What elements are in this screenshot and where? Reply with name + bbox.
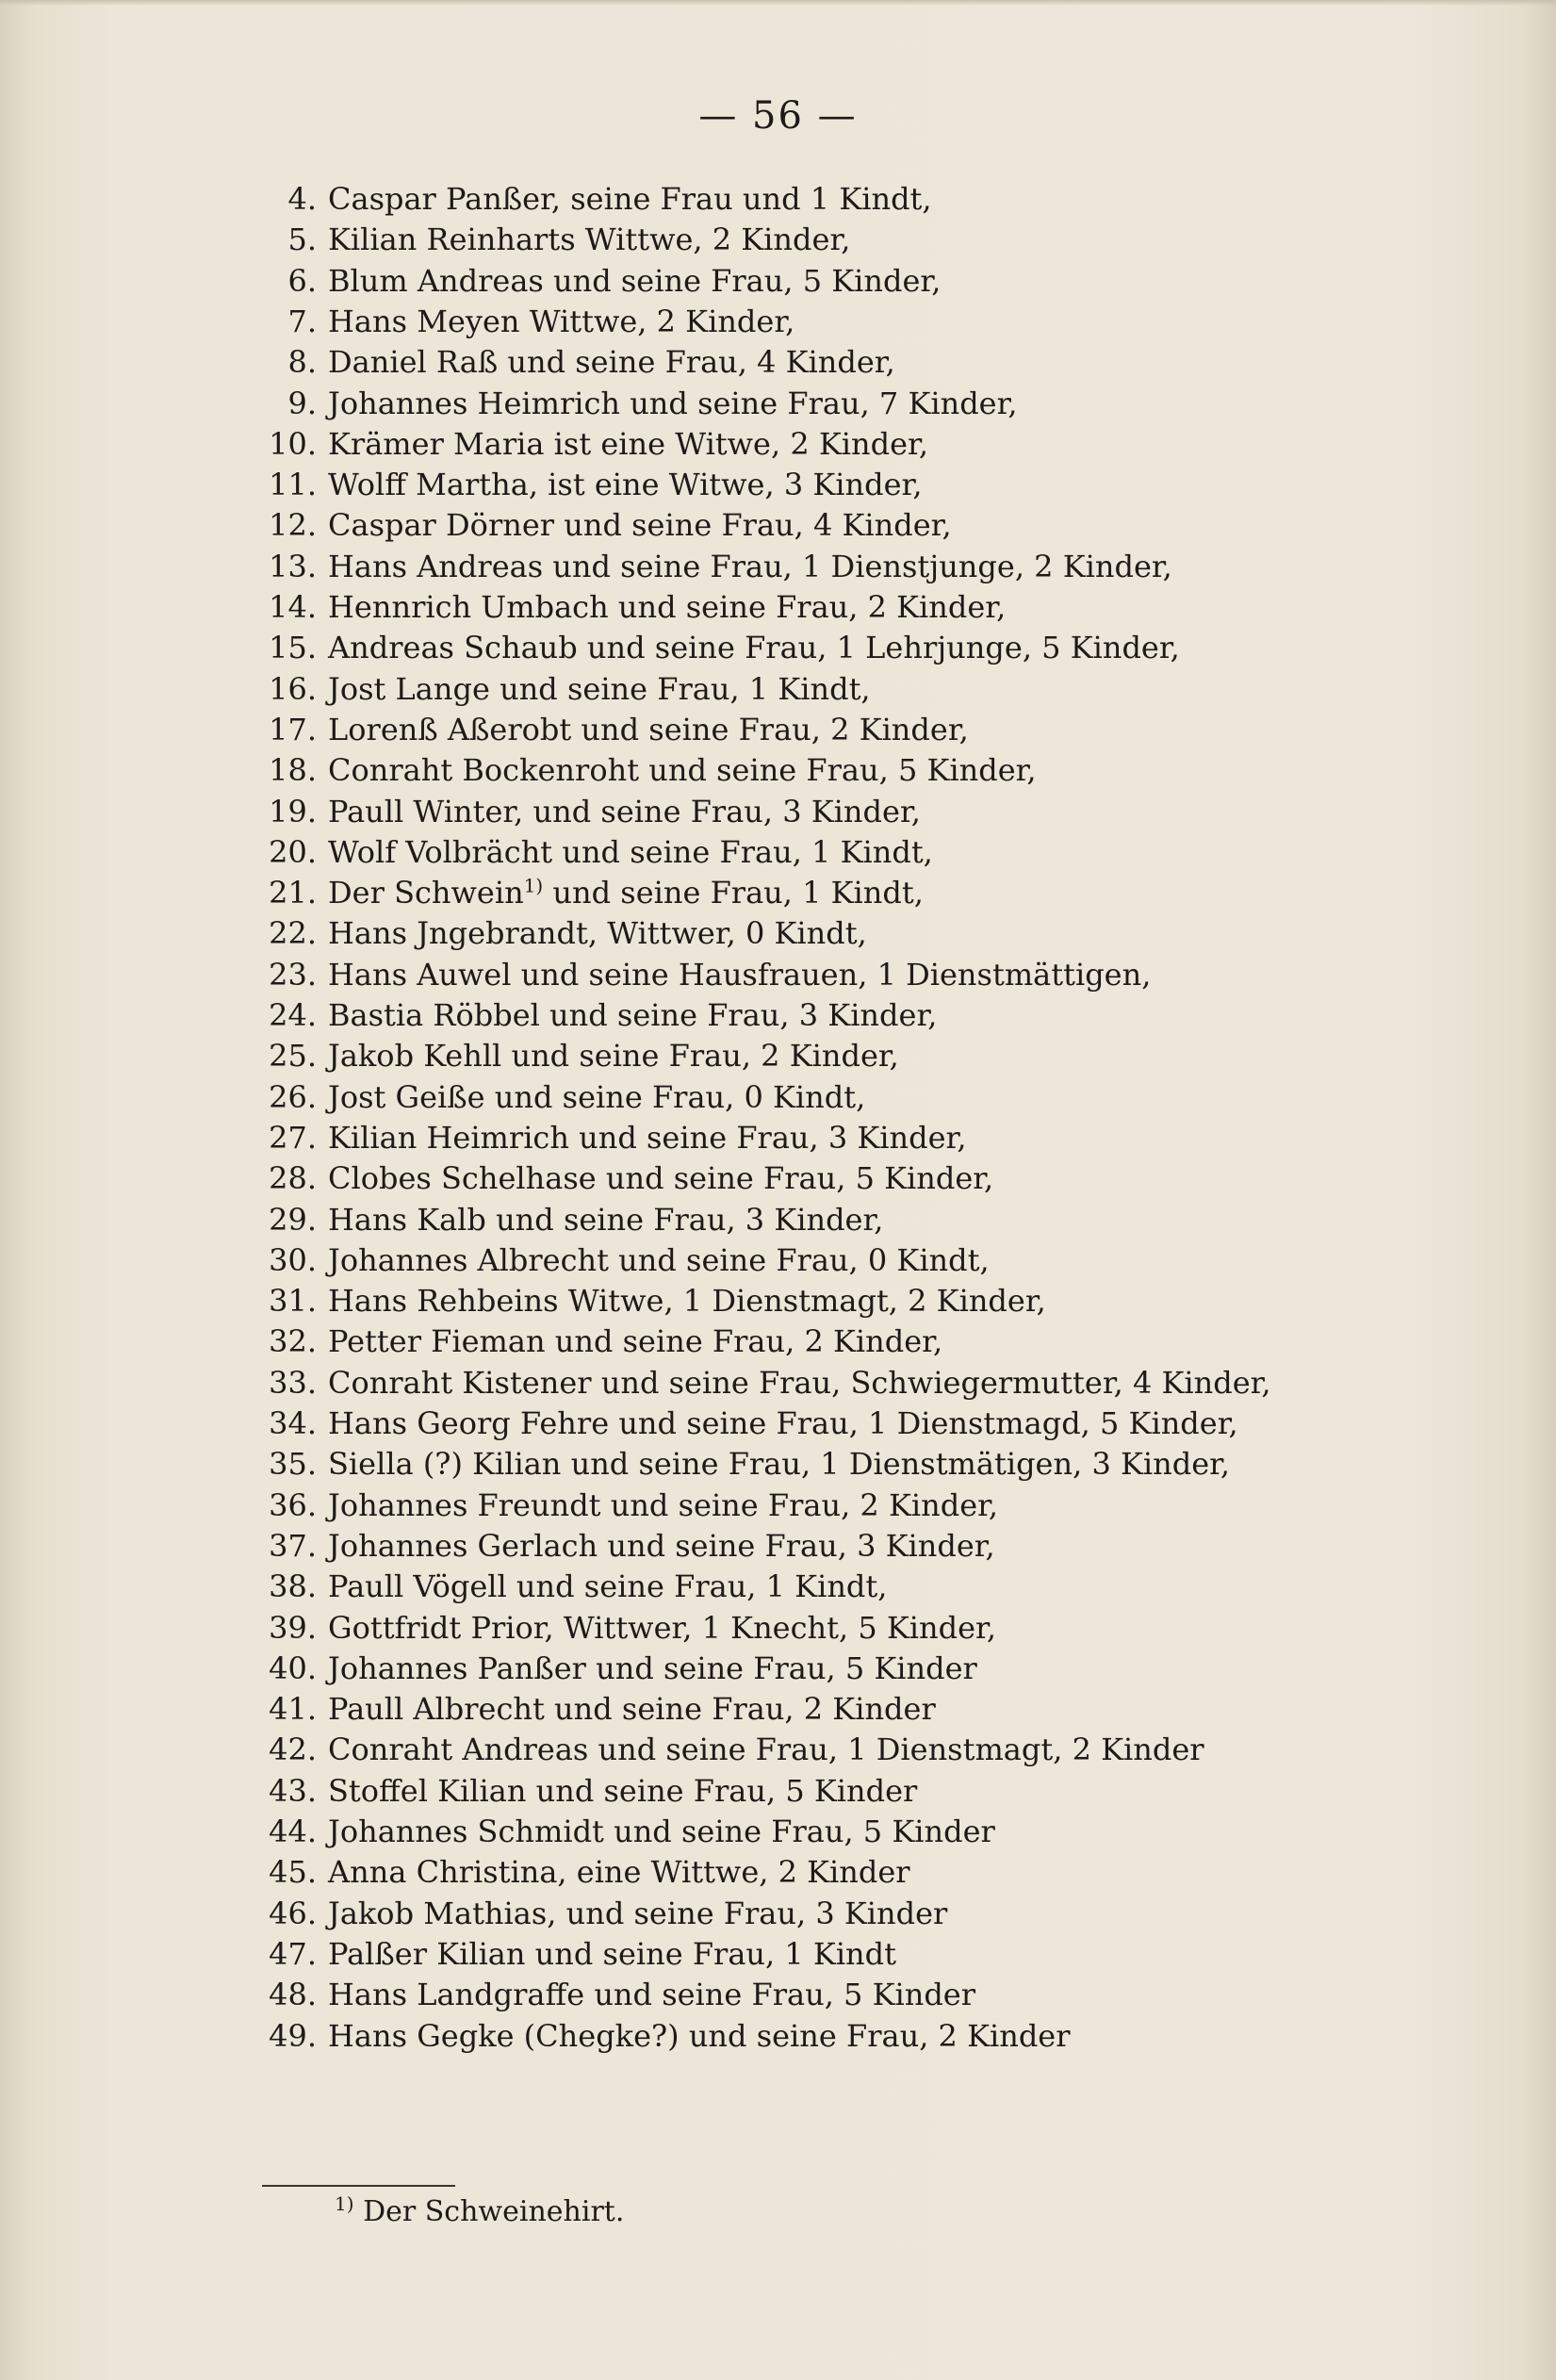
- entry-number: 11.: [269, 467, 317, 503]
- list-item: [0, 1198, 1556, 1241]
- entry-text-main: Daniel Raß und seine Frau, 4 Kinder,: [328, 344, 895, 381]
- footnote-reference: 1): [523, 874, 544, 897]
- entry-text-main: Conraht Kistener und seine Frau, Schwiegermutter, 4 Kinder,: [328, 1364, 1271, 1401]
- entry-number: 42.: [269, 1732, 317, 1768]
- list-item: [0, 1116, 1556, 1159]
- entry-text-main: Hans Georg Fehre und seine Frau, 1 Dienstmagd, 5 Kinder,: [328, 1405, 1238, 1441]
- entry-number: 10.: [269, 425, 317, 462]
- entry-text-main: Hans Jngebrandt, Wittwer, 0 Kindt,: [328, 915, 867, 952]
- list-item: [0, 1442, 1556, 1485]
- entry-number: 6.: [287, 262, 317, 299]
- entry-text-main: Lorenß Aßerobt und seine Frau, 2 Kinder,: [328, 711, 969, 747]
- list-item: [0, 585, 1556, 629]
- entry-text-main: Hans Andreas und seine Frau, 1 Dienstjunge, 2 Kinder,: [328, 548, 1172, 584]
- list-item: [0, 1769, 1556, 1813]
- entry-text-main: Wolf Volbrächt und seine Frau, 1 Kindt,: [328, 833, 933, 870]
- entry-number: 26.: [269, 1078, 317, 1115]
- entry-text-main: Johannes Schmidt und seine Frau, 5 Kinder: [328, 1814, 995, 1849]
- entry-text-main: Hans Kalb und seine Frau, 3 Kinder,: [328, 1201, 884, 1238]
- entry-text: [328, 1524, 995, 1568]
- entry-text-main: Jakob Mathias, und seine Frau, 3 Kinder: [328, 1895, 948, 1931]
- list-item: [0, 1892, 1556, 1935]
- entry-text: [328, 1892, 947, 1935]
- entry-text: [328, 177, 932, 221]
- entry-text-main: Caspar Dörner und seine Frau, 4 Kinder,: [328, 507, 952, 544]
- entry-text: [328, 830, 933, 874]
- list-item: [0, 790, 1556, 833]
- entry-text-main: Kilian Heimrich und seine Frau, 3 Kinder,: [328, 1119, 967, 1156]
- entry-number: 49.: [269, 2017, 317, 2054]
- entry-text: [328, 1198, 883, 1241]
- list-item: [0, 340, 1556, 384]
- entry-text: [328, 1687, 936, 1731]
- list-item: [0, 1239, 1556, 1282]
- footnote-divider: [262, 2185, 455, 2187]
- entry-number: 30.: [269, 1241, 317, 1278]
- list-item: [0, 911, 1556, 955]
- list-item: [0, 830, 1556, 874]
- list-item: [0, 422, 1556, 466]
- list-item: [0, 1484, 1556, 1527]
- entry-text: [328, 1320, 942, 1363]
- entry-number: 47.: [269, 1935, 317, 1972]
- entry-text-main: Hans Rehbeins Witwe, 1 Dienstmagt, 2 Kinder,: [328, 1283, 1046, 1320]
- entry-text: [328, 667, 871, 711]
- entry-text-main: Hans Gegke (Chegke?) und seine Frau, 2 Kinder: [328, 2017, 1071, 2054]
- entry-text: [328, 911, 867, 955]
- entry-number: 24.: [269, 997, 317, 1033]
- entry-text-main: Gottfridt Prior, Wittwer, 1 Knecht, 5 Kinder,: [328, 1609, 996, 1646]
- list-item: [0, 871, 1556, 914]
- list-item: [0, 708, 1556, 751]
- entry-text: [328, 585, 1006, 629]
- entry-number: 41.: [269, 1691, 317, 1728]
- entry-number: 28.: [269, 1160, 317, 1197]
- list-item: [0, 463, 1556, 506]
- entry-text: [328, 1565, 887, 1608]
- entry-number: 7.: [287, 303, 317, 339]
- list-item: [0, 953, 1556, 996]
- entry-text: [328, 748, 1037, 792]
- entry-text: [328, 790, 921, 833]
- entry-text-main: Blum Andreas und seine Frau, 5 Kinder,: [328, 262, 942, 299]
- entry-number: 20.: [269, 833, 317, 870]
- list-item: [0, 1279, 1556, 1322]
- entry-number: 29.: [269, 1201, 317, 1238]
- list-item: [0, 1932, 1556, 1976]
- list-item: [0, 1075, 1556, 1119]
- list-item: [0, 2014, 1556, 2058]
- list-item: [0, 545, 1556, 588]
- page-number: — 56 —: [698, 94, 858, 138]
- list-item: [0, 1728, 1556, 1771]
- entry-text: [328, 1361, 1271, 1404]
- list-item: [0, 993, 1556, 1037]
- entry-text: [328, 1973, 975, 2016]
- list-item: [0, 300, 1556, 343]
- entry-text: [328, 2014, 1071, 2058]
- entry-number: 34.: [269, 1405, 317, 1441]
- entry-text-main: Jost Geiße und seine Frau, 0 Kindt,: [328, 1078, 866, 1115]
- entry-number: 23.: [269, 956, 317, 993]
- entry-number: 9.: [287, 385, 317, 421]
- entry-number: 21.: [269, 875, 317, 911]
- list-item: [0, 667, 1556, 711]
- entry-text-main: Der Schwein: [328, 875, 524, 911]
- footnote-marker: 1): [335, 2192, 354, 2215]
- entry-text-main: Bastia Röbbel und seine Frau, 3 Kinder,: [328, 997, 938, 1033]
- entry-text-main: Hans Meyen Wittwe, 2 Kinder,: [328, 303, 795, 339]
- entry-number: 13.: [269, 548, 317, 584]
- entry-number: 14.: [269, 589, 317, 625]
- entry-text-main: Johannes Panßer und seine Frau, 5 Kinder: [328, 1650, 977, 1686]
- entry-number: 31.: [269, 1283, 317, 1320]
- list-item: [0, 177, 1556, 221]
- entry-text-main: Conraht Bockenroht und seine Frau, 5 Kinder,: [328, 752, 1037, 789]
- entry-text: [328, 871, 924, 914]
- entry-text: [328, 1442, 1230, 1485]
- entry-number: 32.: [269, 1323, 317, 1360]
- entry-text-main: Wolff Martha, ist eine Witwe, 3 Kinder,: [328, 467, 923, 503]
- entry-text-main: Stoffel Kilian und seine Frau, 5 Kinder: [328, 1772, 918, 1809]
- entry-number: 48.: [269, 1977, 317, 2013]
- entry-number: 12.: [269, 507, 317, 544]
- entry-text: [328, 503, 952, 547]
- entry-number: 33.: [269, 1364, 317, 1401]
- entry-text-main: Johannes Albrecht und seine Frau, 0 Kindt,: [328, 1241, 990, 1278]
- entry-text-main: Paull Winter, und seine Frau, 3 Kinder,: [328, 793, 921, 829]
- entry-text-main: Siella (?) Kilian und seine Frau, 1 Dienstmätigen, 3 Kinder,: [328, 1446, 1231, 1483]
- entry-text: [328, 1034, 899, 1077]
- entry-number: 8.: [287, 344, 317, 381]
- entry-text: [328, 1116, 967, 1159]
- entry-text: [328, 626, 1180, 669]
- list-item: [0, 259, 1556, 303]
- entry-number: 17.: [269, 711, 317, 747]
- entry-text-main: Paull Albrecht und seine Frau, 2 Kinder: [328, 1691, 936, 1728]
- list-item: [0, 1687, 1556, 1731]
- entry-text: [328, 1279, 1046, 1322]
- entry-text-main: Palßer Kilian und seine Frau, 1 Kindt: [328, 1935, 896, 1972]
- entry-number: 25.: [269, 1038, 317, 1075]
- entry-text: [328, 1769, 917, 1813]
- list-item: [0, 748, 1556, 792]
- list-item: [0, 1361, 1556, 1404]
- entry-number: 27.: [269, 1119, 317, 1156]
- entry-text: [328, 1402, 1238, 1445]
- entry-text: [328, 1239, 990, 1282]
- footnote-text: Der Schweinehirt.: [353, 2195, 625, 2228]
- entry-text-main: Johannes Gerlach und seine Frau, 3 Kinder,: [328, 1527, 995, 1564]
- entry-text: [328, 993, 937, 1037]
- entry-text-main: Anna Christina, eine Wittwe, 2 Kinder: [328, 1854, 910, 1891]
- entry-text: [328, 340, 895, 384]
- entry-text-main: Krämer Maria ist eine Witwe, 2 Kinder,: [328, 425, 928, 462]
- entry-number: 39.: [269, 1609, 317, 1646]
- entry-text: [328, 1075, 865, 1119]
- entry-text: [328, 218, 850, 261]
- entry-text: [328, 545, 1172, 588]
- list-item: [0, 1647, 1556, 1690]
- entry-text: [328, 1810, 995, 1853]
- entry-number: 37.: [269, 1527, 317, 1564]
- entry-number: 19.: [269, 793, 317, 829]
- entry-number: 15.: [269, 630, 317, 666]
- entry-number: 16.: [269, 670, 317, 707]
- entry-number: 43.: [269, 1772, 317, 1809]
- entry-text: [328, 300, 794, 343]
- entry-text-main: Kilian Reinharts Wittwe, 2 Kinder,: [328, 222, 851, 258]
- list-item: [0, 626, 1556, 669]
- list-item: [0, 1850, 1556, 1894]
- entry-text-main: Caspar Panßer, seine Frau und 1 Kindt,: [328, 181, 932, 217]
- entry-text-main: Hans Landgraffe und seine Frau, 5 Kinder: [328, 1977, 976, 2013]
- entry-text-main: Paull Vögell und seine Frau, 1 Kindt,: [328, 1568, 888, 1605]
- entry-text: [328, 463, 922, 506]
- entry-text: [328, 1484, 998, 1527]
- entry-text-main: Conraht Andreas und seine Frau, 1 Dienstmagt, 2 Kinder: [328, 1732, 1204, 1768]
- entry-text: [328, 1606, 996, 1650]
- entry-number: 36.: [269, 1486, 317, 1523]
- entry-number: 35.: [269, 1446, 317, 1483]
- entry-text-main: Jakob Kehll und seine Frau, 2 Kinder,: [328, 1038, 899, 1075]
- entry-text-continued: und seine Frau, 1 Kindt,: [543, 875, 924, 911]
- entry-text: [328, 1157, 993, 1200]
- entry-text-main: Jost Lange und seine Frau, 1 Kindt,: [328, 670, 871, 707]
- entry-number: 4.: [287, 181, 317, 217]
- entry-text: [328, 708, 969, 751]
- entry-text: [328, 953, 1151, 996]
- entry-text-main: Johannes Heimrich und seine Frau, 7 Kinder,: [328, 385, 1018, 421]
- list-item: [0, 1402, 1556, 1445]
- list-item: [0, 503, 1556, 547]
- entry-number: 40.: [269, 1650, 317, 1686]
- entry-number: 22.: [269, 915, 317, 952]
- list-item: [0, 1524, 1556, 1568]
- entry-text-main: Petter Fieman und seine Frau, 2 Kinder,: [328, 1323, 943, 1360]
- entry-text: [328, 1932, 896, 1976]
- entry-number: 46.: [269, 1895, 317, 1931]
- entry-number: 45.: [269, 1854, 317, 1891]
- entry-text-main: Hennrich Umbach und seine Frau, 2 Kinder,: [328, 589, 1007, 625]
- page-top-edge: [0, 0, 1556, 6]
- entry-number: 5.: [287, 222, 317, 258]
- list-item: [0, 218, 1556, 261]
- entry-text-main: Clobes Schelhase und seine Frau, 5 Kinder,: [328, 1160, 994, 1197]
- list-item: [0, 1565, 1556, 1608]
- entry-text: [328, 1850, 910, 1894]
- footnote: [335, 2191, 624, 2233]
- entry-number: 38.: [269, 1568, 317, 1605]
- entry-text-main: Johannes Freundt und seine Frau, 2 Kinder,: [328, 1486, 999, 1523]
- entry-number: 44.: [269, 1814, 317, 1849]
- entry-text: [328, 1647, 977, 1690]
- list-item: [0, 1810, 1556, 1853]
- entry-number: 18.: [269, 752, 317, 789]
- entry-text: [328, 382, 1018, 425]
- entry-text-main: Andreas Schaub und seine Frau, 1 Lehrjunge, 5 Kinder,: [328, 630, 1180, 666]
- list-item: [0, 1157, 1556, 1200]
- entry-text: [328, 259, 941, 303]
- list-item: [0, 1320, 1556, 1363]
- entry-text-main: Hans Auwel und seine Hausfrauen, 1 Dienstmättigen,: [328, 956, 1152, 993]
- list-item: [0, 382, 1556, 425]
- entry-text: [328, 422, 928, 466]
- entry-text: [328, 1728, 1204, 1771]
- list-item: [0, 1606, 1556, 1650]
- list-item: [0, 1973, 1556, 2016]
- list-item: [0, 1034, 1556, 1077]
